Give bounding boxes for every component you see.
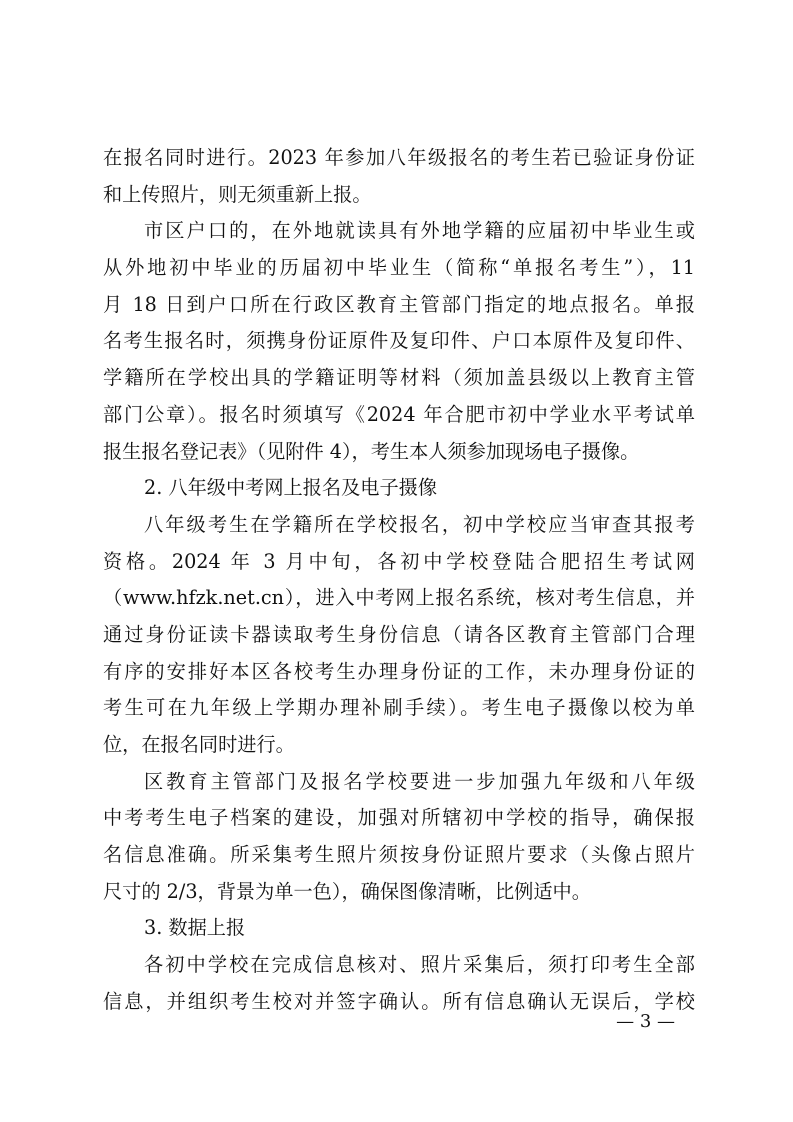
- paragraph: [103, 507, 695, 764]
- text-line: 资格。2024 年 3 月中旬，各初中学校登陆合肥招生考试网: [103, 549, 695, 573]
- paragraph: [103, 947, 695, 1020]
- text-line: 名信息准确。所采集考生照片须按身份证照片要求（头像占照片: [103, 843, 695, 867]
- text-line: 中考考生电子档案的建设，加强对所辖初中学校的指导，确保报: [103, 806, 695, 830]
- text-line: 八年级考生在学籍所在学校报名，初中学校应当审查其报考: [144, 512, 695, 536]
- page-number: — 3 —: [616, 1011, 675, 1032]
- text-line: 和上传照片，则无须重新上报。: [103, 182, 372, 206]
- section-heading: [103, 470, 695, 507]
- text-line: 名考生报名时，须携身份证原件及复印件、户口本原件及复印件、: [103, 329, 695, 353]
- text-line: 市区户口的，在外地就读具有外地学籍的应届初中毕业生或: [144, 219, 695, 243]
- text-line: 尺寸的 2/3，背景为单一色），确保图像清晰，比例适中。: [103, 879, 591, 903]
- text-line: 位，在报名同时进行。: [103, 733, 295, 756]
- paragraph: [103, 140, 695, 213]
- text-line: 区教育主管部门及报名学校要进一步加强九年级和八年级: [144, 769, 695, 793]
- text-line: 各初中学校在完成信息核对、照片采集后，须打印考生全部: [144, 953, 695, 977]
- text-line: 月 18 日到户口所在行政区教育主管部门指定的地点报名。单报: [103, 292, 695, 316]
- text-line: 2. 八年级中考网上报名及电子摄像: [144, 476, 438, 500]
- text-line: 信息，并组织考生校对并签字确认。所有信息确认无误后，学校: [103, 989, 695, 1013]
- text-line: 在报名同时进行。2023 年参加八年级报名的考生若已验证身份证: [103, 146, 695, 169]
- text-line: 学籍所在学校出具的学籍证明等材料（须加盖县级以上教育主管: [103, 366, 695, 390]
- text-line: 部门公章）。报名时须填写《2024 年合肥市初中学业水平考试单: [103, 402, 695, 426]
- text-line: 报生报名登记表》（见附件 4），考生本人须参加现场电子摄像。: [103, 439, 640, 463]
- text-line: 3. 数据上报: [144, 916, 246, 940]
- text-line: （www.hfzk.net.cn），进入中考网上报名系统，核对考生信息，并: [103, 586, 695, 610]
- text-line: 考生可在九年级上学期办理补刷手续）。考生电子摄像以校为单: [103, 696, 695, 720]
- document-body: [103, 140, 695, 1021]
- paragraph: [103, 764, 695, 911]
- text-line: 有序的安排好本区各校考生办理身份证的工作，未办理身份证的: [103, 659, 695, 683]
- text-line: 从外地初中毕业的历届初中毕业生（简称“单报名考生”），11: [103, 256, 695, 280]
- section-heading: [103, 910, 695, 947]
- text-line: 通过身份证读卡器读取考生身份信息（请各区教育主管部门合理: [103, 622, 695, 646]
- paragraph: [103, 213, 695, 470]
